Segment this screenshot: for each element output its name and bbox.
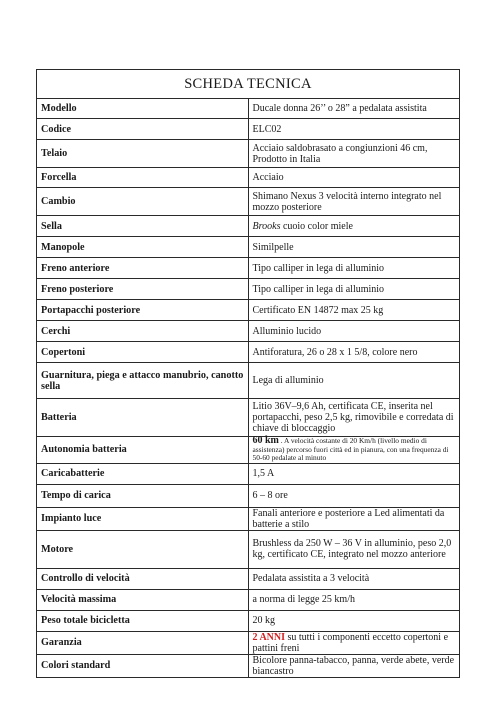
table-row [37, 363, 460, 399]
spec-value: Tipo calliper in lega di alluminio [248, 279, 460, 300]
table-row [37, 530, 460, 568]
spec-value: Tipo calliper in lega di alluminio [248, 258, 460, 279]
spec-label: Forcella [37, 168, 249, 188]
table-row [37, 589, 460, 610]
warranty-duration: 2 ANNI [252, 631, 286, 643]
table-row [37, 654, 460, 677]
spec-value: Alluminio lucido [248, 321, 460, 342]
table-row [37, 237, 460, 258]
table-row [37, 507, 460, 530]
spec-value: Brushless da 250 W – 36 V in alluminio, peso 2,0 kg, certificato CE, integrato nel mozzo anteriore [248, 530, 460, 568]
table-row [37, 216, 460, 237]
spec-value: Fanali anteriore e posteriore a Led alimentati da batterie a stilo [248, 507, 460, 530]
spec-label: Copertoni [37, 342, 249, 363]
spec-label: Guarnitura, piega e attacco manubrio, canotto sella [37, 363, 249, 399]
table-row [37, 321, 460, 342]
spec-value-rest: cuoio color miele [280, 220, 353, 232]
table-row [37, 279, 460, 300]
table-row [37, 610, 460, 631]
spec-label: Autonomia batteria [37, 437, 249, 464]
spec-label: Caricabatterie [37, 463, 249, 484]
table-row [37, 300, 460, 321]
spec-value-rest: . A velocità costante di 20 Km/h (livello medio di assistenza) percorso fuori città ed in pianura, con una frequenza di 50-60 pedalate al minuto [252, 436, 449, 463]
spec-label: Batteria [37, 399, 249, 437]
spec-value: Shimano Nexus 3 velocità interno integrato nel mozzo posteriore [248, 188, 460, 216]
spec-value: Pedalata assistita a 3 velocità [248, 568, 460, 589]
table-row [37, 119, 460, 140]
spec-label: Colori standard [37, 654, 249, 677]
spec-label: Freno anteriore [37, 258, 249, 279]
spec-label: Portapacchi posteriore [37, 300, 249, 321]
spec-value: 20 kg [248, 610, 460, 631]
spec-value: ELC02 [248, 119, 460, 140]
autonomy-distance: 60 km [252, 435, 279, 446]
spec-label: Codice [37, 119, 249, 140]
spec-value: 1,5 A [248, 463, 460, 484]
spec-value: Bicolore panna-tabacco, panna, verde abete, verde biancastro [248, 654, 460, 677]
spec-value-rest: su tutti i componenti eccetto copertoni e pattini freni [252, 631, 449, 654]
table-row [37, 99, 460, 119]
title-row [37, 70, 460, 99]
table-row [37, 140, 460, 168]
spec-value [248, 631, 460, 654]
sheet-title: SCHEDA TECNICA [37, 70, 460, 99]
table-row [37, 188, 460, 216]
spec-value [248, 437, 460, 464]
spec-label: Manopole [37, 237, 249, 258]
spec-label: Motore [37, 530, 249, 568]
table-row [37, 463, 460, 484]
spec-label: Velocità massima [37, 589, 249, 610]
spec-label: Sella [37, 216, 249, 237]
table-row [37, 168, 460, 188]
spec-value: Litio 36V–9,6 Ah, certificata CE, inserita nel portapacchi, peso 2,5 kg, rimovibile e corredata di chiave di bloccaggio [248, 399, 460, 437]
table-row [37, 437, 460, 464]
spec-label: Freno posteriore [37, 279, 249, 300]
spec-label: Cambio [37, 188, 249, 216]
spec-label: Tempo di carica [37, 484, 249, 507]
spec-value: Acciaio saldobrasato a congiunzioni 46 cm, Prodotto in Italia [248, 140, 460, 168]
spec-label: Controllo di velocità [37, 568, 249, 589]
table-row [37, 342, 460, 363]
spec-label: Modello [37, 99, 249, 119]
spec-value: 6 – 8 ore [248, 484, 460, 507]
table-row [37, 631, 460, 654]
spec-table [36, 69, 460, 678]
spec-sheet [36, 69, 460, 678]
spec-value: Certificato EN 14872 max 25 kg [248, 300, 460, 321]
table-row [37, 484, 460, 507]
spec-value: a norma di legge 25 km/h [248, 589, 460, 610]
spec-value: Similpelle [248, 237, 460, 258]
brand-name: Brooks [252, 220, 281, 232]
table-row [37, 568, 460, 589]
spec-label: Impianto luce [37, 507, 249, 530]
spec-label: Garanzia [37, 631, 249, 654]
spec-value: Antiforatura, 26 o 28 x 1 5/8, colore nero [248, 342, 460, 363]
spec-label: Peso totale bicicletta [37, 610, 249, 631]
spec-value: Lega di alluminio [248, 363, 460, 399]
spec-label: Telaio [37, 140, 249, 168]
table-row [37, 399, 460, 437]
table-row [37, 258, 460, 279]
spec-value [248, 216, 460, 237]
spec-value: Acciaio [248, 168, 460, 188]
spec-value: Ducale donna 26’’ o 28” a pedalata assistita [248, 99, 460, 119]
spec-label: Cerchi [37, 321, 249, 342]
